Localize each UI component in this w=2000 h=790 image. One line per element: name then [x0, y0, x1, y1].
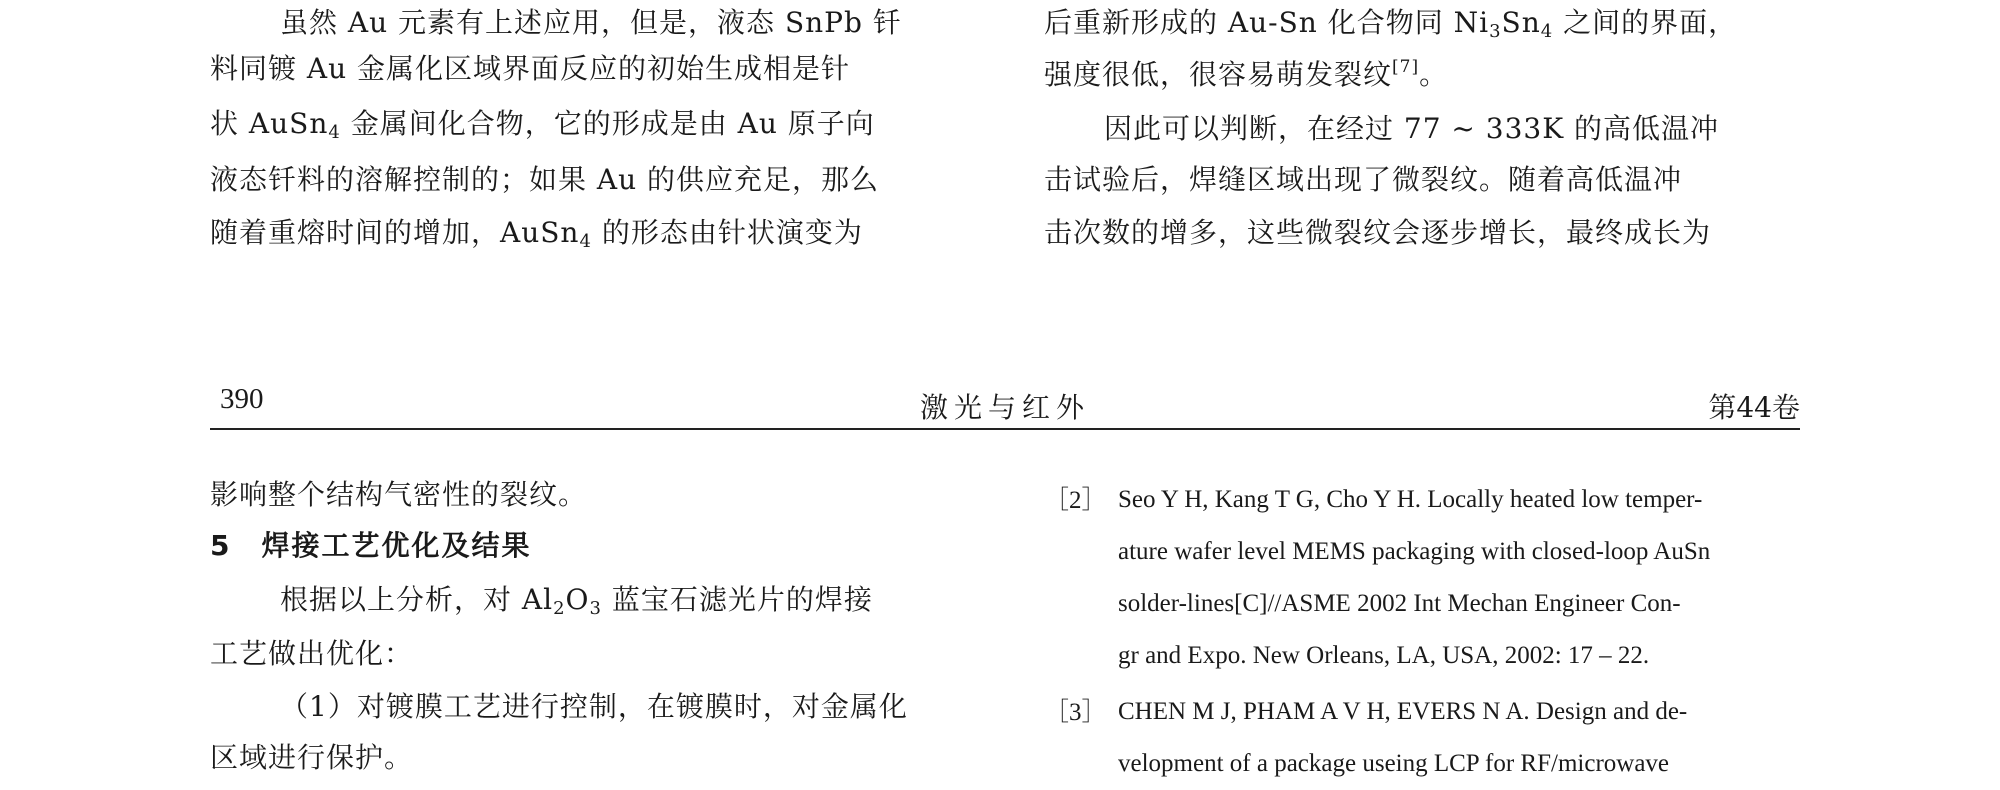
running-header [210, 380, 1800, 430]
reference-line: Seo Y H, Kang T G, Cho Y H. Locally heated low temper- [1118, 486, 1703, 513]
header-rule [210, 428, 1800, 430]
paragraph-line: 后重新形成的 Au-Sn 化合物同 $Ni_3Sn_4$ 之间的界面， [1044, 6, 1738, 42]
reference-line: gr and Expo. New Orleans, LA, USA, 2002: 17 – 22. [1118, 642, 1650, 669]
paragraph-line: 随着重熔时间的增加，AuSn$_4$ 的形态由针状演变为 [210, 216, 863, 252]
reference-line: velopment of a package useing LCP for RF/microwave [1118, 750, 1670, 777]
paragraph-line: 液态钎料的溶解控制的；如果 Au 的供应充足，那么 [210, 163, 880, 196]
paragraph-line: 区域进行保护。 [210, 741, 414, 774]
paragraph-line: 料同镀 Au 金属化区域界面反应的初始生成相是针 [210, 52, 851, 85]
paragraph-line: 根据以上分析，对 $Al_2O_3$ 蓝宝石滤光片的焊接 [280, 583, 873, 619]
paragraph-line: 因此可以判断，在经过 77 ~ 333K 的高低温冲 [1104, 112, 1720, 145]
reference-line: solder-lines[C]//ASME 2002 Int Mechan Engineer Con- [1118, 590, 1681, 617]
paragraph-line: 状 AuSn$_4$ 金属间化合物，它的形成是由 Au 原子向 [210, 107, 875, 143]
reference-line: ature wafer level MEMS packaging with closed-loop AuSn [1118, 538, 1711, 565]
journal-title: 激光与红外 [919, 391, 1090, 424]
section-heading: 5 焊接工艺优化及结果 [210, 529, 532, 562]
paragraph-line: （1）对镀膜工艺进行控制，在镀膜时，对金属化 [280, 690, 908, 723]
citation-ref: [7] [1392, 57, 1420, 77]
paragraph-line: 击试验后，焊缝区域出现了微裂纹。随着高低温冲 [1044, 163, 1683, 196]
reference-number: ［2］ [1044, 487, 1107, 514]
paragraph-line: 击次数的增多，这些微裂纹会逐步增长，最终成长为 [1044, 216, 1712, 249]
paragraph-line: 影响整个结构气密性的裂纹。 [210, 478, 588, 511]
volume-label: 第44卷 [1708, 391, 1800, 424]
paragraph-line: 工艺做出优化： [210, 637, 414, 670]
paragraph-line: 强度很低，很容易萌发裂纹[7]。 [1044, 57, 1449, 91]
reference-number: ［3］ [1044, 699, 1107, 726]
page-number: 390 [220, 383, 264, 415]
reference-line: CHEN M J, PHAM A V H, EVERS N A. Design and de- [1118, 698, 1688, 725]
paragraph-line: 虽然 Au 元素有上述应用，但是，液态 SnPb 钎 [280, 6, 902, 39]
